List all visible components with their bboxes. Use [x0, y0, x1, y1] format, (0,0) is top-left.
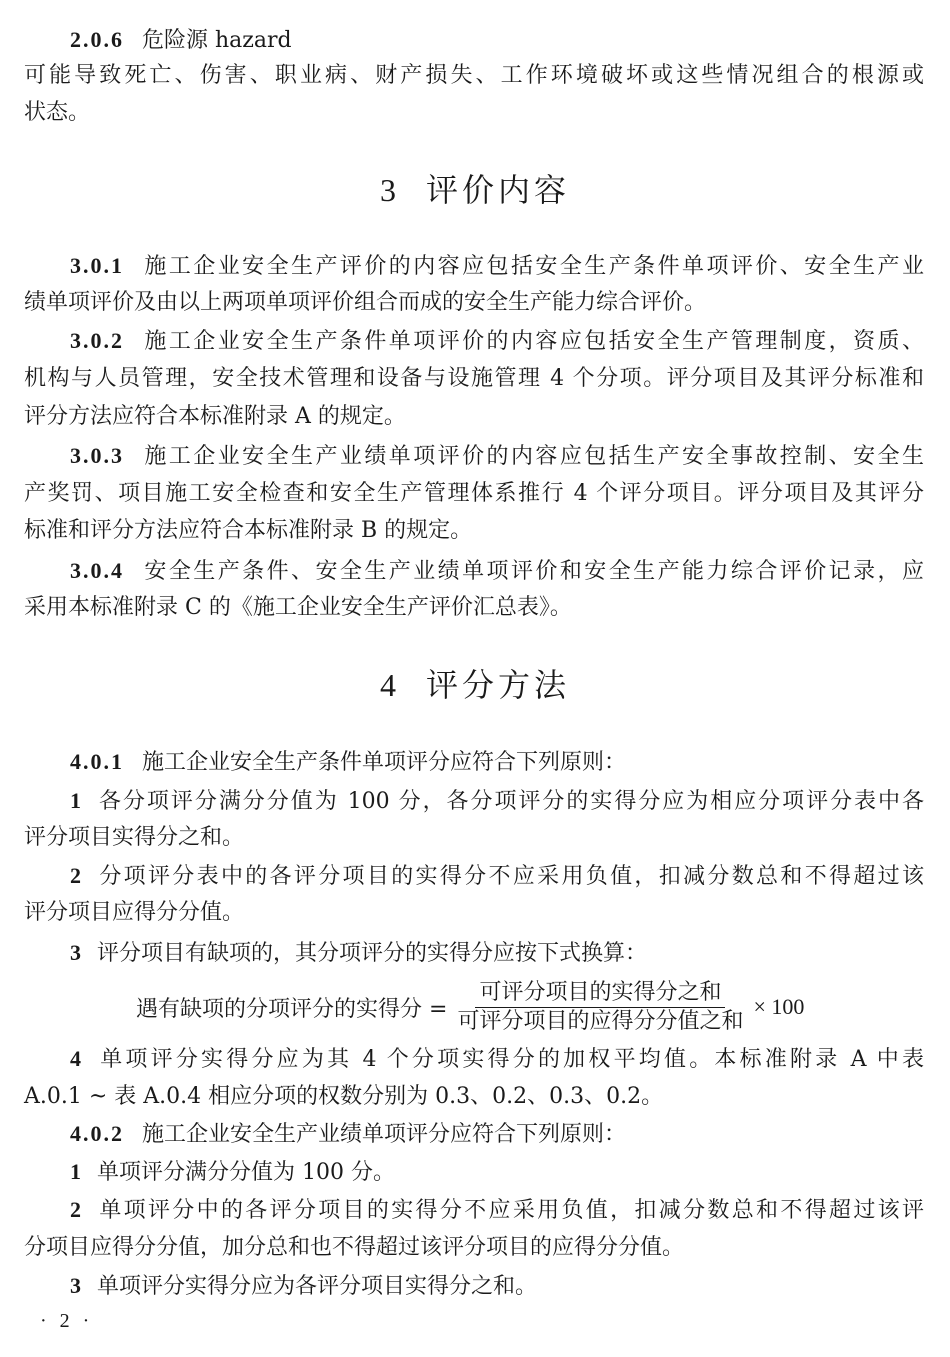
clause-number: 4.0.1	[70, 749, 124, 774]
item-text: 单项评分实得分应为各评分项目实得分之和。	[97, 1274, 538, 1299]
formula-multiplier: × 100	[753, 994, 805, 1019]
clause-text: 施工企业安全生产业绩单项评分应符合下列原则：	[142, 1122, 627, 1147]
clause-number: 2.0.6	[70, 27, 124, 52]
scoring-formula	[136, 978, 804, 1036]
clause-3-0-3-text-2: 产奖罚、项目施工安全检查和安全生产管理体系推行 4 个评分项目。评分项目及其评分	[24, 481, 924, 506]
item-number: 2	[70, 863, 81, 888]
item-4-0-2-3-text-1	[70, 1270, 924, 1303]
item-text: 各分项评分满分分值为 100 分，各分项评分的实得分应为相应分项评分表中各	[97, 789, 924, 814]
item-4-0-2-1-text-1	[70, 1156, 924, 1189]
clause-number: 3.0.2	[70, 328, 124, 353]
clause-number: 3.0.4	[70, 558, 124, 583]
chapter-3-heading	[0, 168, 950, 212]
item-text: 评分项目有缺项的，其分项评分的实得分应按下式换算：	[97, 941, 648, 966]
item-4-0-2-2-text-1	[70, 1194, 924, 1227]
item-text: 单项评分满分分值为 100 分。	[97, 1160, 395, 1185]
item-4-0-1-4-text-1	[70, 1043, 924, 1076]
item-4-0-1-4-text-2: A.0.1 ~ 表 A.0.4 相应分项的权数分别为 0.3、0.2、0.3、0.2。	[24, 1084, 664, 1109]
clause-2-0-6-heading	[70, 24, 924, 57]
chapter-title: 评价内容	[425, 171, 570, 209]
clause-text: 安全生产条件、安全生产业绩单项评价和安全生产能力综合评价记录，应	[142, 559, 924, 584]
item-4-0-1-2-text-1	[70, 860, 924, 893]
formula-numerator: 可评分项目的实得分之和	[475, 980, 725, 1008]
clause-3-0-4-text-1	[70, 555, 924, 588]
clause-number: 3.0.3	[70, 443, 124, 468]
clause-4-0-2-heading	[70, 1118, 924, 1151]
item-text: 单项评分中的各评分项目的实得分不应采用负值，扣减分数总和不得超过该评	[97, 1198, 924, 1223]
item-4-0-1-1-text-1	[70, 785, 924, 818]
chapter-title: 评分方法	[425, 666, 570, 704]
clause-3-0-2-text-1	[70, 325, 924, 358]
item-4-0-2-2-text-2: 分项目应得分分值，加分总和也不得超过该评分项目的应得分分值。	[24, 1235, 685, 1260]
clause-3-0-2-text-3: 评分方法应符合本标准附录 A 的规定。	[24, 404, 406, 429]
item-number: 3	[70, 1273, 81, 1298]
item-number: 2	[70, 1197, 81, 1222]
formula-lhs: 遇有缺项的分项评分的实得分 =	[136, 996, 448, 1022]
formula-denominator: 可评分项目的应得分分值之和	[457, 1008, 744, 1034]
chapter-number: 4	[379, 667, 400, 703]
formula-fraction	[453, 980, 747, 1035]
clause-2-0-6-text-2: 状态。	[24, 100, 91, 125]
chapter-4-heading	[0, 663, 950, 707]
clause-text: 施工企业安全生产评价的内容应包括安全生产条件单项评价、安全生产业	[142, 254, 924, 279]
item-number: 3	[70, 940, 81, 965]
clause-text: 施工企业安全生产条件单项评价的内容应包括安全生产管理制度，资质、	[142, 329, 924, 354]
page-number: · 2 ·	[40, 1310, 94, 1332]
clause-3-0-3-text-1	[70, 440, 924, 473]
item-4-0-1-1-text-2: 评分项目实得分之和。	[24, 825, 245, 850]
clause-text: 施工企业安全生产业绩单项评价的内容应包括生产安全事故控制、安全生	[142, 444, 924, 469]
chapter-number: 3	[379, 172, 400, 208]
term-title: 危险源 hazard	[142, 28, 292, 53]
item-text: 单项评分实得分应为其 4 个分项实得分的加权平均值。本标准附录 A 中表	[97, 1047, 924, 1072]
item-number: 4	[70, 1046, 81, 1071]
item-4-0-1-2-text-2: 评分项目应得分分值。	[24, 900, 245, 925]
item-text: 分项评分表中的各评分项目的实得分不应采用负值，扣减分数总和不得超过该	[97, 864, 924, 889]
clause-3-0-3-text-3: 标准和评分方法应符合本标准附录 B 的规定。	[24, 518, 473, 543]
clause-3-0-1-text-1	[70, 250, 924, 283]
clause-3-0-4-text-2: 采用本标准附录 C 的《施工企业安全生产评价汇总表》。	[24, 595, 572, 620]
clause-3-0-1-text-2: 绩单项评价及由以上两项单项评价组合而成的安全生产能力综合评价。	[24, 290, 707, 315]
clause-3-0-2-text-2: 机构与人员管理，安全技术管理和设备与设施管理 4 个分项。评分项目及其评分标准和	[24, 366, 924, 391]
clause-number: 3.0.1	[70, 253, 124, 278]
item-4-0-1-3-text-1	[70, 937, 924, 970]
clause-2-0-6-text-1: 可能导致死亡、伤害、职业病、财产损失、工作环境破坏或这些情况组合的根源或	[24, 63, 924, 88]
clause-text: 施工企业安全生产条件单项评分应符合下列原则：	[142, 750, 627, 775]
item-number: 1	[70, 788, 81, 813]
clause-number: 4.0.2	[70, 1121, 124, 1146]
item-number: 1	[70, 1159, 81, 1184]
clause-4-0-1-heading	[70, 746, 924, 779]
